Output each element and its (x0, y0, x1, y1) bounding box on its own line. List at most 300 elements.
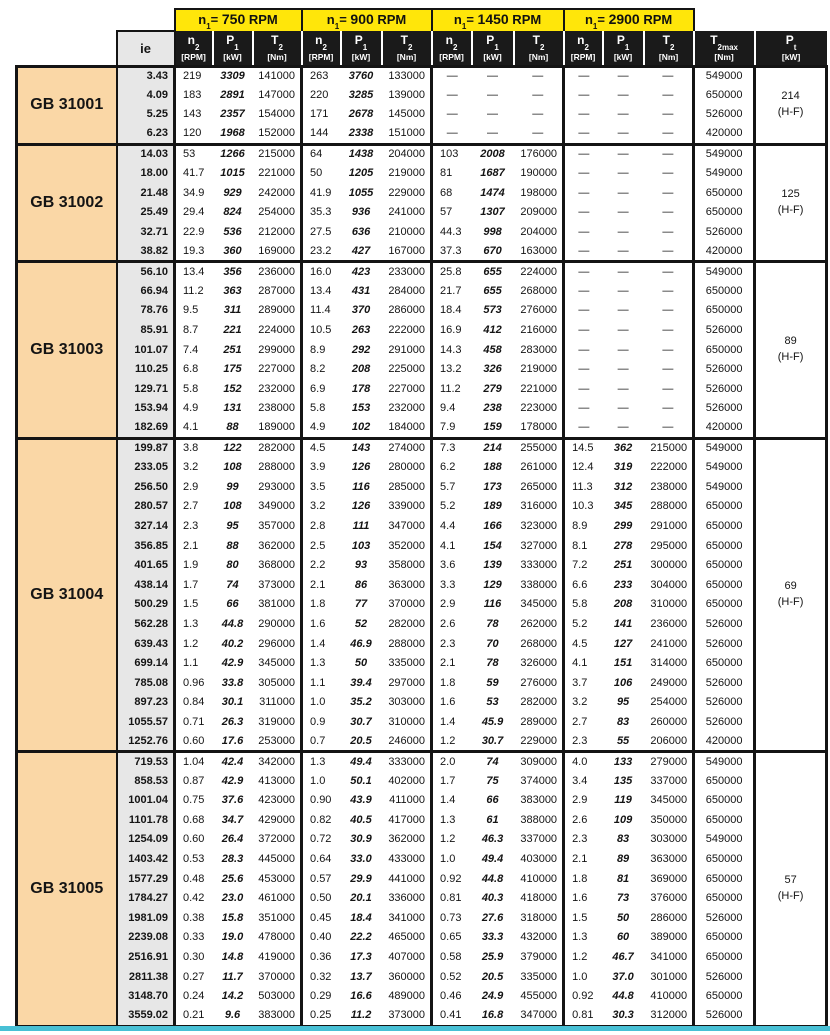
p1-cell: 152 (213, 380, 253, 400)
header-spacer (17, 9, 175, 31)
n2-cell: 7.4 (175, 340, 213, 360)
t2-cell: 360000 (382, 967, 432, 987)
ie-cell: 280.57 (117, 497, 175, 517)
p1-cell: 356 (213, 262, 253, 282)
n2-cell: 183 (175, 86, 213, 106)
t2-cell: 419000 (253, 948, 302, 968)
p1-cell: 17.3 (341, 948, 382, 968)
t2-cell: — (644, 125, 694, 145)
t2-cell: 310000 (382, 713, 432, 733)
t2-cell: 227000 (382, 380, 432, 400)
n2-cell: 6.9 (302, 380, 341, 400)
t2max-cell: 650000 (694, 184, 755, 204)
t2max-cell: 650000 (694, 536, 755, 556)
t2max-cell: 650000 (694, 987, 755, 1007)
p1-cell: 1205 (341, 164, 382, 184)
n2-cell: 0.65 (432, 928, 472, 948)
table-row (17, 517, 827, 537)
t2-cell: 337000 (514, 830, 564, 850)
table-row (17, 889, 827, 909)
p1-cell: 18.4 (341, 909, 382, 929)
ie-cell: 438.14 (117, 575, 175, 595)
table-row (17, 164, 827, 184)
p1-cell: 126 (341, 497, 382, 517)
t2-cell: 282000 (253, 438, 302, 458)
n2-cell: 3.5 (302, 477, 341, 497)
table-row (17, 869, 827, 889)
t2max-cell: 650000 (694, 811, 755, 831)
n2-cell: 0.52 (432, 967, 472, 987)
n2-cell: 7.3 (432, 438, 472, 458)
table-row (17, 693, 827, 713)
t2-cell: 316000 (514, 497, 564, 517)
n2-header-900: $n_2$ [RPM] (302, 31, 341, 66)
n2-cell: 1.1 (175, 654, 213, 674)
n2-cell: 14.3 (432, 340, 472, 360)
ie-cell: 3148.70 (117, 987, 175, 1007)
p1-cell: 655 (472, 282, 514, 302)
p1-cell: 27.6 (472, 909, 514, 929)
ie-cell: 256.50 (117, 477, 175, 497)
n2-cell: 12.4 (564, 458, 603, 478)
n2-cell: — (564, 301, 603, 321)
n2-cell: 1.0 (302, 693, 341, 713)
t2-cell: 268000 (514, 634, 564, 654)
table-row (17, 811, 827, 831)
p1-cell: 1968 (213, 125, 253, 145)
p1-cell: 95 (213, 517, 253, 537)
t2-cell: 389000 (644, 928, 694, 948)
t2-cell: 303000 (644, 830, 694, 850)
table-row (17, 634, 827, 654)
n2-cell: 8.2 (302, 360, 341, 380)
t2max-cell: 526000 (694, 615, 755, 635)
t2-cell: 363000 (644, 850, 694, 870)
t2-cell: 204000 (514, 223, 564, 243)
t2-cell: 410000 (644, 987, 694, 1007)
t2max-cell: 526000 (694, 223, 755, 243)
t2-cell: 489000 (382, 987, 432, 1007)
n2-header-1450: $n_2$ [RPM] (432, 31, 472, 66)
p1-cell: 83 (603, 713, 644, 733)
n2-cell: 2.3 (175, 517, 213, 537)
p1-cell: 370 (341, 301, 382, 321)
t2-cell: 323000 (514, 517, 564, 537)
p1-cell: 141 (603, 615, 644, 635)
p1-cell: 363 (213, 282, 253, 302)
t2-cell: 238000 (644, 477, 694, 497)
n2-cell: 23.2 (302, 242, 341, 262)
t2max-cell: 526000 (694, 321, 755, 341)
t2-cell: 407000 (382, 948, 432, 968)
p1-cell: 178 (341, 380, 382, 400)
t2-cell: 221000 (253, 164, 302, 184)
n2-cell: 6.8 (175, 360, 213, 380)
t2-cell: 445000 (253, 850, 302, 870)
p1-cell: — (603, 380, 644, 400)
t2-cell: 410000 (514, 869, 564, 889)
p1-cell: — (603, 223, 644, 243)
t2max-cell: 650000 (694, 203, 755, 223)
table-row (17, 595, 827, 615)
pt-cell: 89 (H-F) (755, 262, 827, 438)
p1-cell: 2357 (213, 105, 253, 125)
t2-cell: 342000 (253, 752, 302, 772)
p1-cell: — (603, 203, 644, 223)
t2-cell: 345000 (514, 595, 564, 615)
n2-cell: 3.4 (564, 771, 603, 791)
p1-cell: 573 (472, 301, 514, 321)
t2-cell: 167000 (382, 242, 432, 262)
n2-cell: 0.40 (302, 928, 341, 948)
p1-header-1450: $P_1$ [kW] (472, 31, 514, 66)
t2max-cell: 650000 (694, 595, 755, 615)
p1-cell: — (603, 419, 644, 439)
p1-cell: 11.7 (213, 967, 253, 987)
t2max-cell: 549000 (694, 144, 755, 164)
p1-cell: — (603, 105, 644, 125)
t2-cell: 370000 (253, 967, 302, 987)
ie-cell: 1403.42 (117, 850, 175, 870)
n2-cell: 4.1 (564, 654, 603, 674)
n2-cell: 1.3 (432, 811, 472, 831)
p1-cell: 670 (472, 242, 514, 262)
p1-cell: 88 (213, 536, 253, 556)
p1-cell: 126 (341, 458, 382, 478)
p1-cell: 1687 (472, 164, 514, 184)
p1-cell: 1266 (213, 144, 253, 164)
t2-cell: — (644, 340, 694, 360)
t2-cell: 335000 (382, 654, 432, 674)
n2-cell: 1.6 (432, 693, 472, 713)
t2-cell: 345000 (253, 654, 302, 674)
n2-cell: — (432, 105, 472, 125)
group-label-gb-31003: GB 31003 (17, 262, 117, 438)
t2max-cell: 650000 (694, 771, 755, 791)
ie-cell: 56.10 (117, 262, 175, 282)
t2-cell: 145000 (382, 105, 432, 125)
table-row (17, 125, 827, 145)
p1-cell: — (603, 86, 644, 106)
t2-cell: 133000 (382, 66, 432, 86)
t2-cell: 178000 (514, 419, 564, 439)
t2-cell: 423000 (253, 791, 302, 811)
p1-cell: 1438 (341, 144, 382, 164)
ie-cell: 1101.78 (117, 811, 175, 831)
ie-cell: 21.48 (117, 184, 175, 204)
table-row (17, 752, 827, 772)
t2-cell: 432000 (514, 928, 564, 948)
t2max-cell: 650000 (694, 850, 755, 870)
t2-cell: 261000 (514, 458, 564, 478)
table-row (17, 948, 827, 968)
p1-cell: 14.2 (213, 987, 253, 1007)
t2-cell: 503000 (253, 987, 302, 1007)
p1-cell: 83 (603, 830, 644, 850)
n2-cell: — (564, 203, 603, 223)
p1-cell: 75 (472, 771, 514, 791)
t2max-cell: 650000 (694, 517, 755, 537)
t2-cell: 368000 (253, 556, 302, 576)
n2-cell: 120 (175, 125, 213, 145)
n2-cell: 0.82 (302, 811, 341, 831)
ie-cell: 1254.09 (117, 830, 175, 850)
n2-cell: 0.81 (432, 889, 472, 909)
p1-cell: 42.4 (213, 752, 253, 772)
t2-cell: 210000 (382, 223, 432, 243)
p1-cell: 34.7 (213, 811, 253, 831)
p1-cell: — (472, 66, 514, 86)
p1-cell: 40.5 (341, 811, 382, 831)
n2-cell: 1.5 (175, 595, 213, 615)
p1-cell: 208 (341, 360, 382, 380)
t2max-cell: 526000 (694, 673, 755, 693)
p1-cell: 44.8 (603, 987, 644, 1007)
t2-cell: 152000 (253, 125, 302, 145)
n2-cell: 10.3 (564, 497, 603, 517)
n2-cell: 1.7 (175, 575, 213, 595)
speed-header-750: $n_1= 750$ RPM (175, 9, 302, 31)
table-row (17, 360, 827, 380)
p1-cell: 35.2 (341, 693, 382, 713)
t2-cell: — (644, 223, 694, 243)
p1-cell: — (603, 282, 644, 302)
t2-cell: 347000 (382, 517, 432, 537)
p1-cell: 189 (472, 497, 514, 517)
t2-cell: 209000 (514, 203, 564, 223)
t2-cell: 338000 (514, 575, 564, 595)
table-row (17, 536, 827, 556)
t2-cell: 352000 (382, 536, 432, 556)
p1-cell: 20.5 (341, 732, 382, 752)
t2-cell: 314000 (644, 654, 694, 674)
p1-cell: — (472, 86, 514, 106)
group-label-gb-31005: GB 31005 (17, 752, 117, 1026)
t2-cell: 151000 (382, 125, 432, 145)
t2-cell: — (644, 164, 694, 184)
t2-cell: 249000 (644, 673, 694, 693)
n2-cell: 53 (175, 144, 213, 164)
p1-cell: 25.6 (213, 869, 253, 889)
t2-cell: 341000 (644, 948, 694, 968)
p1-cell: — (603, 321, 644, 341)
pt-cell: 69 (H-F) (755, 438, 827, 752)
p1-cell: 1474 (472, 184, 514, 204)
p1-cell: 655 (472, 262, 514, 282)
n2-cell: 0.7 (302, 732, 341, 752)
p1-cell: 23.0 (213, 889, 253, 909)
n2-cell: 1.6 (302, 615, 341, 635)
t2-cell: 349000 (253, 497, 302, 517)
table-row (17, 399, 827, 419)
t2max-cell: 526000 (694, 693, 755, 713)
t2-cell: 370000 (382, 595, 432, 615)
p1-cell: 133 (603, 752, 644, 772)
p1-cell: 78 (472, 615, 514, 635)
t2-cell: 461000 (253, 889, 302, 909)
n2-cell: 81 (432, 164, 472, 184)
ie-cell: 66.94 (117, 282, 175, 302)
table-row (17, 477, 827, 497)
p1-cell: 78 (472, 654, 514, 674)
t2-cell: 215000 (644, 438, 694, 458)
t2-cell: — (644, 262, 694, 282)
t2max-cell: 549000 (694, 438, 755, 458)
t2-cell: 300000 (644, 556, 694, 576)
p1-cell: 263 (341, 321, 382, 341)
n2-cell: 2.6 (432, 615, 472, 635)
table-row (17, 967, 827, 987)
t2-cell: 304000 (644, 575, 694, 595)
t2-cell: 241000 (644, 634, 694, 654)
table-row (17, 340, 827, 360)
p1-cell: 30.3 (603, 1007, 644, 1027)
p1-cell: 19.0 (213, 928, 253, 948)
n2-cell: 2.9 (432, 595, 472, 615)
p1-cell: 636 (341, 223, 382, 243)
p1-cell: 1055 (341, 184, 382, 204)
n2-cell: 3.7 (564, 673, 603, 693)
p1-cell: 55 (603, 732, 644, 752)
t2max-cell: 420000 (694, 419, 755, 439)
t2-cell: 351000 (253, 909, 302, 929)
t2-cell: 319000 (253, 713, 302, 733)
ie-cell: 858.53 (117, 771, 175, 791)
p1-cell: 135 (603, 771, 644, 791)
t2-cell: 288000 (644, 497, 694, 517)
n2-cell: 4.5 (564, 634, 603, 654)
t2-cell: — (644, 184, 694, 204)
table-row (17, 223, 827, 243)
t2-cell: 465000 (382, 928, 432, 948)
table-row (17, 184, 827, 204)
ie-cell: 38.82 (117, 242, 175, 262)
p1-cell: 16.6 (341, 987, 382, 1007)
n2-cell: 1.4 (432, 713, 472, 733)
p1-cell: 26.4 (213, 830, 253, 850)
p1-cell: 116 (341, 477, 382, 497)
t2-cell: 219000 (382, 164, 432, 184)
pt-cell: 125 (H-F) (755, 144, 827, 262)
t2-cell: 279000 (644, 752, 694, 772)
p1-cell: 824 (213, 203, 253, 223)
n2-cell: 5.8 (564, 595, 603, 615)
p1-cell: — (603, 164, 644, 184)
t2-cell: 290000 (253, 615, 302, 635)
t2-cell: 282000 (514, 693, 564, 713)
t2-cell: 347000 (514, 1007, 564, 1027)
t2-cell: — (644, 242, 694, 262)
p1-cell: 45.9 (472, 713, 514, 733)
n2-cell: 44.3 (432, 223, 472, 243)
p1-cell: — (603, 184, 644, 204)
table-body (17, 66, 827, 1026)
p1-cell: 108 (213, 497, 253, 517)
n2-cell: 0.38 (175, 909, 213, 929)
ie-cell: 897.23 (117, 693, 175, 713)
speed-header-1450: $n_1= 1450$ RPM (432, 9, 564, 31)
p1-cell: 43.9 (341, 791, 382, 811)
p1-cell: 360 (213, 242, 253, 262)
p1-header-750: $P_1$ [kW] (213, 31, 253, 66)
table-row (17, 419, 827, 439)
n2-cell: 144 (302, 125, 341, 145)
t2-cell: 215000 (253, 144, 302, 164)
t2max-cell: 650000 (694, 340, 755, 360)
n2-cell: — (564, 184, 603, 204)
t2-cell: 283000 (514, 340, 564, 360)
n2-cell: 4.4 (432, 517, 472, 537)
t2-cell: — (644, 399, 694, 419)
n2-cell: 16.0 (302, 262, 341, 282)
n2-cell: 0.71 (175, 713, 213, 733)
t2max-cell: 526000 (694, 105, 755, 125)
p1-cell: 292 (341, 340, 382, 360)
t2max-cell: 650000 (694, 575, 755, 595)
n2-cell: — (432, 86, 472, 106)
p1-cell: 44.8 (472, 869, 514, 889)
p1-cell: — (603, 301, 644, 321)
n2-cell: 7.2 (564, 556, 603, 576)
t2-cell: 441000 (382, 869, 432, 889)
n2-cell: — (564, 105, 603, 125)
p1-cell: 30.7 (472, 732, 514, 752)
t2-cell: 381000 (253, 595, 302, 615)
p1-cell: 14.8 (213, 948, 253, 968)
n2-cell: — (564, 164, 603, 184)
ie-cell: 1981.09 (117, 909, 175, 929)
p1-cell: 2891 (213, 86, 253, 106)
n2-cell: 5.2 (564, 615, 603, 635)
t2-cell: 362000 (253, 536, 302, 556)
p1-cell: — (603, 360, 644, 380)
p1-cell: 108 (213, 458, 253, 478)
p1-cell: 37.0 (603, 967, 644, 987)
p1-cell: 39.4 (341, 673, 382, 693)
ie-cell: 18.00 (117, 164, 175, 184)
n2-cell: 2.5 (302, 536, 341, 556)
speed-header-row (17, 9, 827, 31)
n2-cell: 4.1 (175, 419, 213, 439)
t2-cell: 241000 (382, 203, 432, 223)
t2-cell: 311000 (253, 693, 302, 713)
n2-cell: 6.2 (432, 458, 472, 478)
n2-cell: 1.2 (564, 948, 603, 968)
t2-cell: 297000 (382, 673, 432, 693)
n2-cell: 0.53 (175, 850, 213, 870)
p1-cell: 159 (472, 419, 514, 439)
t2-cell: 232000 (253, 380, 302, 400)
n2-cell: 263 (302, 66, 341, 86)
n2-cell: 2.8 (302, 517, 341, 537)
t2-header-2900: $T_2$ [Nm] (644, 31, 694, 66)
n2-cell: 2.1 (175, 536, 213, 556)
n2-cell: 1.7 (432, 771, 472, 791)
t2-cell: — (644, 144, 694, 164)
t2-cell: 455000 (514, 987, 564, 1007)
t2-cell: 288000 (382, 634, 432, 654)
t2-cell: 233000 (382, 262, 432, 282)
n2-cell: 0.96 (175, 673, 213, 693)
n2-cell: 0.87 (175, 771, 213, 791)
n2-cell: 0.36 (302, 948, 341, 968)
n2-cell: 4.1 (432, 536, 472, 556)
n2-cell: 0.46 (432, 987, 472, 1007)
table-row (17, 242, 827, 262)
ie-cell: 1055.57 (117, 713, 175, 733)
t2-cell: — (644, 380, 694, 400)
p1-cell: 70 (472, 634, 514, 654)
